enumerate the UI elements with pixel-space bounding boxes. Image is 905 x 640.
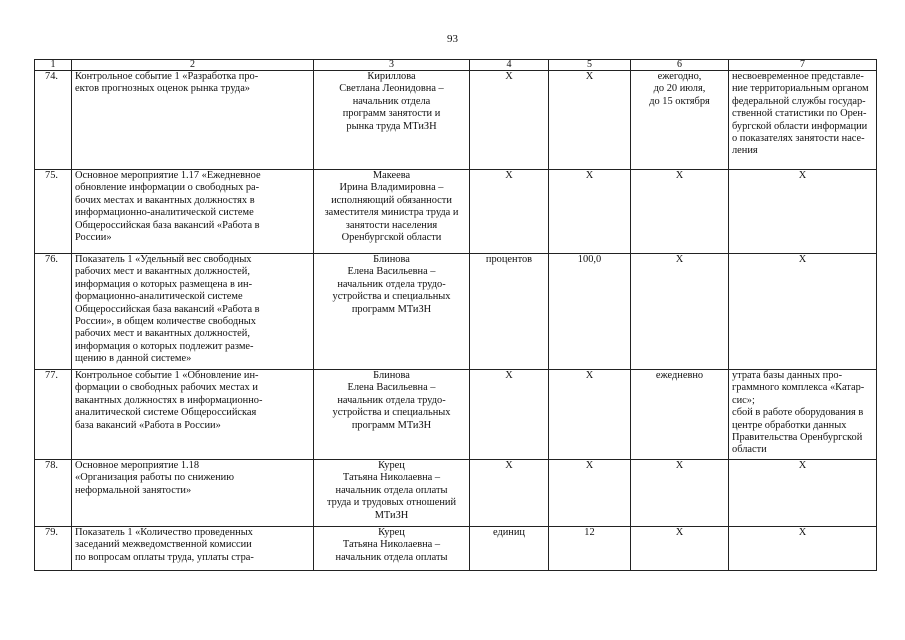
responsible-person-line: заместителя министра труда и	[324, 207, 459, 219]
responsible-person	[314, 71, 470, 170]
risk-description-line: ние территориальным органом	[732, 83, 869, 95]
event-name	[72, 71, 314, 170]
event-name-line: рабочих мест и вакантных должностей,	[75, 328, 250, 340]
responsible-person-line: Курец	[378, 460, 405, 471]
responsible-person-line: МТиЗН	[374, 509, 409, 521]
event-name-line: ектов прогнозных оценок рынка труда»	[75, 83, 251, 95]
event-name	[72, 170, 314, 254]
event-name-line: Показатель 1 «Удельный вес свободных	[75, 254, 252, 265]
deadline	[631, 254, 729, 370]
event-name	[72, 527, 314, 571]
unit-of-measure: Х	[470, 71, 549, 170]
target-value: Х	[549, 170, 631, 254]
row-number: 76.	[35, 254, 72, 370]
row-number: 78.	[35, 460, 72, 527]
table-row	[35, 460, 877, 527]
risk-description-line: бургской области информации	[732, 120, 868, 132]
deadline-line: Х	[675, 170, 684, 181]
responsible-person-line: Татьяна Николаевна –	[342, 472, 441, 484]
responsible-person-line: Елена Васильевна –	[347, 382, 436, 394]
unit-of-measure: Х	[470, 460, 549, 527]
risk-description-line: Х	[798, 460, 807, 471]
event-name-line: Показатель 1 «Количество проведенных	[75, 527, 253, 538]
responsible-person	[314, 170, 470, 254]
event-name-line: Основное мероприятие 1.18	[75, 460, 200, 471]
header-cell-4: 4	[470, 60, 549, 71]
event-name-line: щению в данной системе»	[75, 353, 192, 365]
row-number: 79.	[35, 527, 72, 571]
event-name-line: формационно-аналитической системе	[75, 291, 243, 303]
header-cell-2: 2	[72, 60, 314, 71]
event-name-line: заседаний межведомственной комиссии	[75, 539, 252, 551]
table-row	[35, 527, 877, 571]
risk-description	[729, 527, 877, 571]
risk-description-line: федеральной службы государ-	[732, 95, 866, 107]
event-name-line: неформальной занятости»	[75, 484, 192, 496]
deadline-line: до 20 июля,	[653, 83, 706, 95]
event-name-line: по вопросам оплаты труда, уплаты стра-	[75, 551, 254, 563]
deadline-line: Х	[675, 254, 684, 265]
responsible-person-line: начальник отдела оплаты	[335, 484, 448, 496]
responsible-person	[314, 460, 470, 527]
event-name-line: информация о которых подлежит разме-	[75, 340, 254, 352]
unit-of-measure: Х	[470, 370, 549, 460]
responsible-person-line: Татьяна Николаевна –	[342, 539, 441, 551]
header-cell-7: 7	[729, 60, 877, 71]
table-row	[35, 370, 877, 460]
risk-description-line: ления	[732, 145, 758, 157]
risk-description-line: Х	[798, 254, 807, 265]
risk-description	[729, 370, 877, 460]
risk-description	[729, 254, 877, 370]
event-name-line: России»	[75, 232, 112, 244]
responsible-person-line: Блинова	[373, 370, 410, 381]
target-value: 12	[549, 527, 631, 571]
target-value: Х	[549, 370, 631, 460]
risk-description-line: Правительства Оренбургской	[732, 432, 863, 444]
responsible-person-line: программ МТиЗН	[351, 419, 432, 431]
event-name-line: Контрольное событие 1 «Разработка про-	[75, 71, 259, 82]
risk-description-line: сис»;	[732, 394, 755, 406]
row-number: 75.	[35, 170, 72, 254]
event-name	[72, 460, 314, 527]
table-row	[35, 170, 877, 254]
event-name-line: «Организация работы по снижению	[75, 472, 234, 484]
responsible-person-line: Оренбургской области	[341, 232, 442, 244]
deadline-line: Х	[675, 527, 684, 538]
responsible-person-line: рынка труда МТиЗН	[346, 120, 437, 132]
header-cell-5: 5	[549, 60, 631, 71]
responsible-person-line: Кириллова	[367, 71, 416, 82]
responsible-person-line: Светлана Леонидовна –	[339, 83, 444, 95]
risk-description	[729, 460, 877, 527]
deadline	[631, 460, 729, 527]
row-number: 77.	[35, 370, 72, 460]
unit-of-measure: процентов	[470, 254, 549, 370]
risk-description-line: утрата базы данных про-	[732, 370, 843, 381]
responsible-person-line: исполняющий обязанности	[331, 194, 452, 206]
event-name-line: информационно-аналитической системе	[75, 207, 254, 219]
responsible-person	[314, 370, 470, 460]
deadline-line: ежедневно	[655, 370, 704, 381]
responsible-person	[314, 527, 470, 571]
responsible-person-line: Ирина Владимировна –	[339, 182, 444, 194]
responsible-person-line: Блинова	[373, 254, 410, 265]
unit-of-measure: Х	[470, 170, 549, 254]
event-name	[72, 254, 314, 370]
risk-description-line: области	[732, 444, 767, 456]
event-name-line: база вакансий «Работа в России»	[75, 419, 221, 431]
header-row	[35, 60, 877, 71]
risk-description-line: Х	[798, 527, 807, 538]
event-name-line: Общероссийская база вакансий «Работа в	[75, 219, 260, 231]
page-number: 93	[447, 33, 458, 45]
responsible-person-line: начальник отдела	[352, 95, 431, 107]
event-name-line: России», в общем количестве свободных	[75, 316, 256, 328]
risk-description-line: центре обработки данных	[732, 419, 847, 431]
responsible-person-line: программ МТиЗН	[351, 303, 432, 315]
event-name-line: формации о свободных рабочих местах и	[75, 382, 258, 394]
event-name-line: Основное мероприятие 1.17 «Ежедневное	[75, 170, 261, 181]
table-body	[35, 60, 877, 571]
responsible-person-line: начальник отдела оплаты	[335, 551, 448, 563]
deadline	[631, 370, 729, 460]
risk-description	[729, 170, 877, 254]
header-cell-3: 3	[314, 60, 470, 71]
responsible-person-line: устройства и специальных	[332, 407, 451, 419]
deadline-line: Х	[675, 460, 684, 471]
responsible-person-line: Елена Васильевна –	[347, 266, 436, 278]
target-value: Х	[549, 460, 631, 527]
responsible-person-line: занятости населения	[345, 219, 438, 231]
event-name-line: рабочих мест и вакантных должностей,	[75, 266, 250, 278]
event-name-line: аналитической системе Общероссийская	[75, 407, 257, 419]
responsible-person-line: программ занятости и	[342, 108, 441, 120]
responsible-person-line: начальник отдела трудо-	[337, 278, 446, 290]
deadline	[631, 527, 729, 571]
event-name-line: обновление информации о свободных ра-	[75, 182, 260, 194]
row-number: 74.	[35, 71, 72, 170]
risk-description-line: сбой в работе оборудования в	[732, 407, 864, 419]
deadline	[631, 170, 729, 254]
plan-table	[34, 59, 877, 571]
deadline-line: ежегодно,	[657, 71, 702, 82]
responsible-person-line: Курец	[378, 527, 405, 538]
event-name-line: бочих местах и вакантных должностях в	[75, 194, 255, 206]
responsible-person-line: труда и трудовых отношений	[327, 497, 456, 509]
event-name-line: Общероссийская база вакансий «Работа в	[75, 303, 260, 315]
responsible-person-line: устройства и специальных	[332, 291, 451, 303]
header-cell-6: 6	[631, 60, 729, 71]
table-row	[35, 71, 877, 170]
event-name-line: Контрольное событие 1 «Обновление ин-	[75, 370, 259, 381]
risk-description-line: ственной статистики по Орен-	[732, 108, 867, 120]
target-value: Х	[549, 71, 631, 170]
responsible-person-line: Макеева	[372, 170, 411, 181]
event-name-line: информация о которых размещена в ин-	[75, 278, 253, 290]
risk-description-line: Х	[798, 170, 807, 181]
header-cell-1: 1	[35, 60, 72, 71]
risk-description-line: граммного комплекса «Катар-	[732, 382, 865, 394]
unit-of-measure: единиц	[470, 527, 549, 571]
target-value: 100,0	[549, 254, 631, 370]
deadline	[631, 71, 729, 170]
event-name	[72, 370, 314, 460]
risk-description	[729, 71, 877, 170]
risk-description-line: о показателях занятости насе-	[732, 133, 865, 145]
risk-description-line: несвоевременное представле-	[732, 71, 864, 82]
deadline-line: до 15 октября	[649, 95, 710, 107]
event-name-line: вакантных должностях в информационно-	[75, 394, 263, 406]
responsible-person	[314, 254, 470, 370]
responsible-person-line: начальник отдела трудо-	[337, 394, 446, 406]
table-row	[35, 254, 877, 370]
